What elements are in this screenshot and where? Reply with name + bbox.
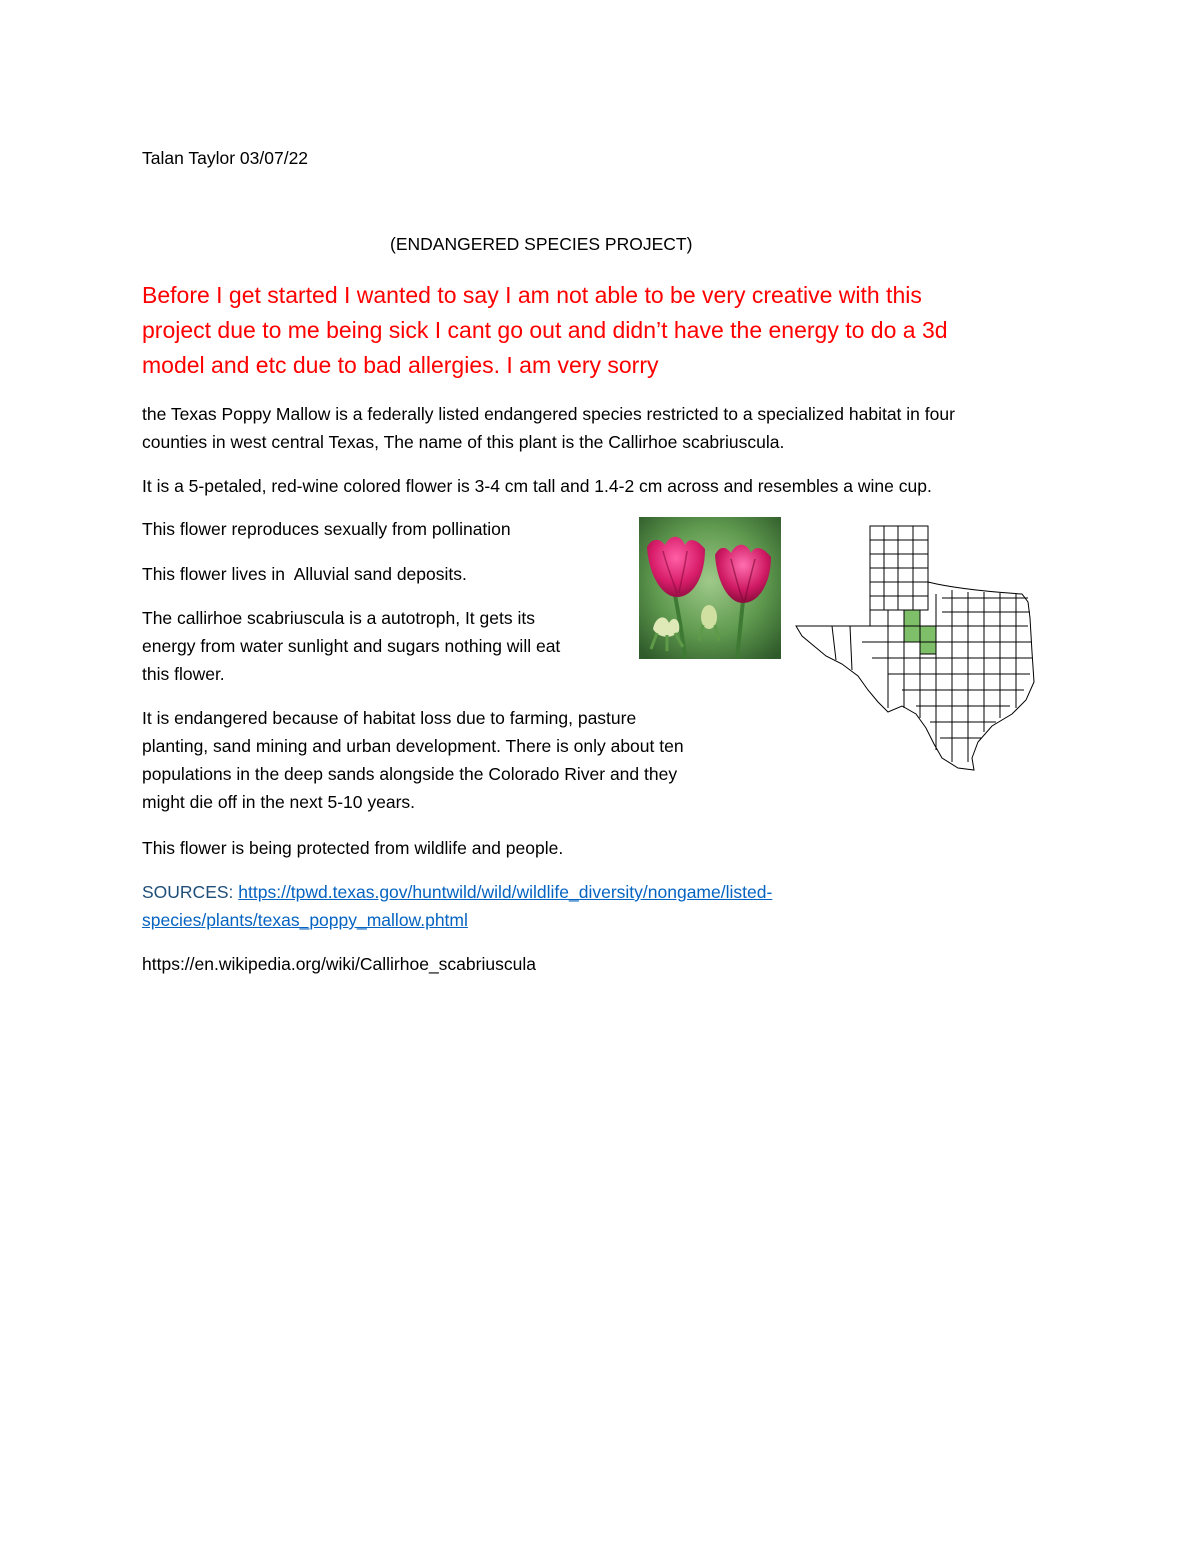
intro-line: counties in west central Texas, The name of this plant is the Callirhoe scabriuscula. <box>142 432 785 452</box>
flower-photo-icon <box>639 517 781 659</box>
intro-line: the Texas Poppy Mallow is a federally listed endangered species restricted to a specialized habitat in four <box>142 404 955 424</box>
wiki-source-paragraph <box>142 950 536 978</box>
endangered-line: might die off in the next 5-10 years. <box>142 792 416 812</box>
tpwd-link-continued[interactable]: species/plants/texas_poppy_mallow.phtml <box>142 910 468 930</box>
author-date: Talan Taylor 03/07/22 <box>142 148 309 168</box>
autotroph-line: energy from water sunlight and sugars nothing will eat <box>142 636 561 656</box>
endangered-line: It is endangered because of habitat loss due to farming, pasture <box>142 708 637 728</box>
apology-note <box>142 278 1062 383</box>
texas-county-map-icon <box>792 522 1070 774</box>
wikipedia-source: https://en.wikipedia.org/wiki/Callirhoe_scabriuscula <box>142 954 536 974</box>
reproduction-text: This flower reproduces sexually from pollination <box>142 519 511 539</box>
apology-line: project due to me being sick I cant go out and didn’t have the energy to do a 3d <box>142 317 948 343</box>
description-paragraph <box>142 472 932 500</box>
sources-paragraph <box>142 878 772 934</box>
protection-paragraph <box>142 834 563 862</box>
apology-line: model and etc due to bad allergies. I am very sorry <box>142 352 659 378</box>
reproduction-paragraph <box>142 515 511 543</box>
endangered-line: planting, sand mining and urban development. There is only about ten <box>142 736 684 756</box>
endangered-paragraph <box>142 704 684 816</box>
autotroph-line: The callirhoe scabriuscula is a autotroph, It gets its <box>142 608 535 628</box>
habitat-text: This flower lives in Alluvial sand deposits. <box>142 564 467 584</box>
endangered-line: populations in the deep sands alongside the Colorado River and they <box>142 764 678 784</box>
autotroph-paragraph <box>142 604 560 688</box>
description-text: It is a 5-petaled, red-wine colored flower is 3-4 cm tall and 1.4-2 cm across and resembles a wine cup. <box>142 476 932 496</box>
tpwd-link[interactable]: https://tpwd.texas.gov/huntwild/wild/wildlife_diversity/nongame/listed- <box>238 882 773 902</box>
project-title: (ENDANGERED SPECIES PROJECT) <box>390 234 693 254</box>
protection-text: This flower is being protected from wildlife and people. <box>142 838 564 858</box>
autotroph-line: this flower. <box>142 664 225 684</box>
sources-label: SOURCES: <box>142 882 239 902</box>
intro-paragraph <box>142 400 955 456</box>
habitat-paragraph <box>142 560 467 588</box>
apology-line: Before I get started I wanted to say I am not able to be very creative with this <box>142 282 922 308</box>
